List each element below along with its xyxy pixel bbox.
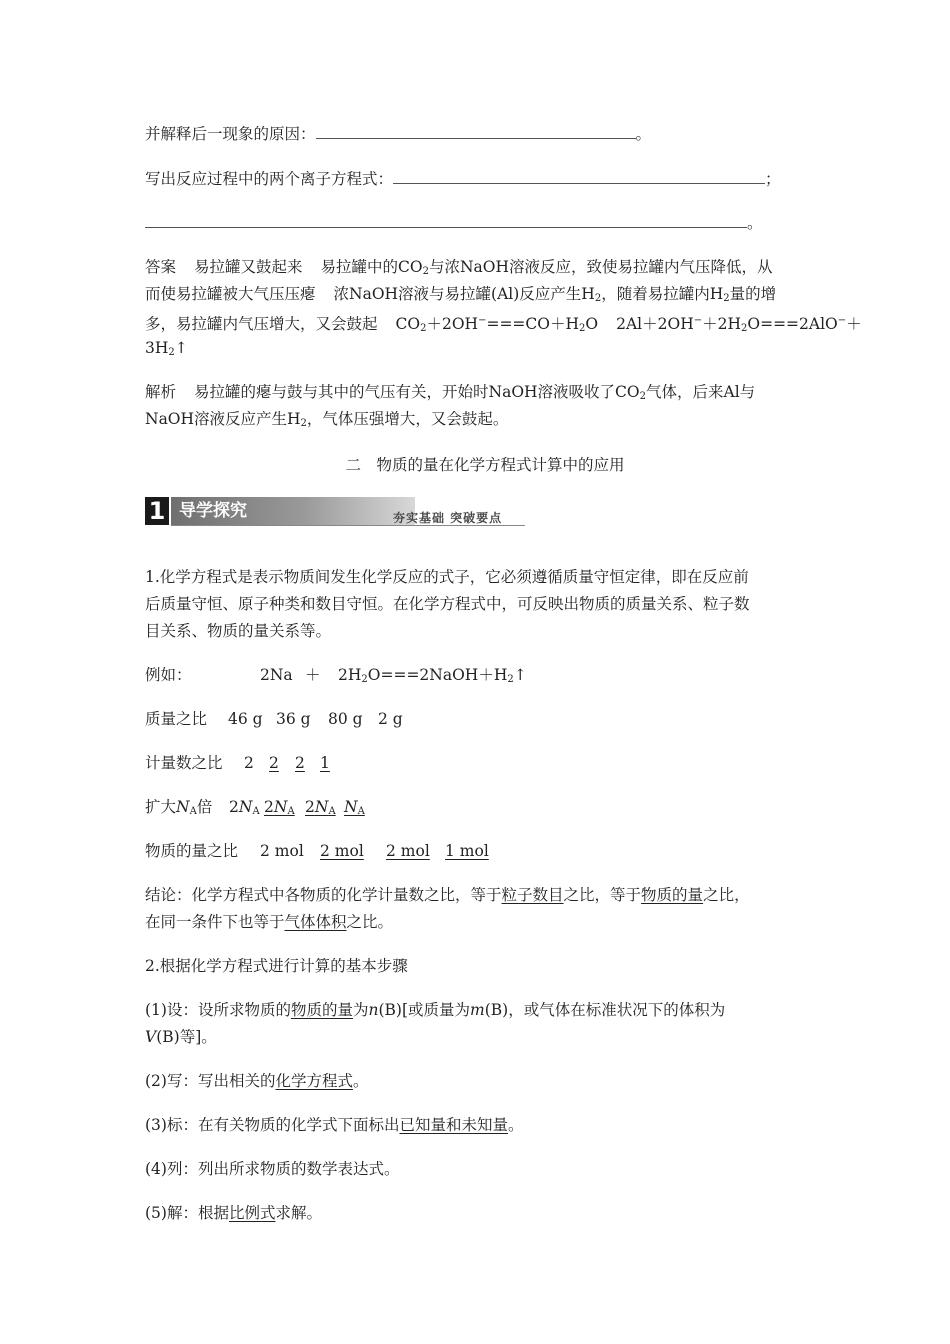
answer-line-1: 答案 易拉罐又鼓起来 易拉罐中的$CO_2$与浓NaOH溶液反应，致使易拉罐内气压降低，从 [145, 258, 773, 277]
section-title: 二 物质的量在化学方程式计算中的应用 [345, 456, 625, 474]
step-1-line-2: V(B)等]。 [145, 1028, 217, 1046]
step-5: (5)解：根据比例式求解。 [145, 1204, 322, 1222]
p1-line-1: 1.化学方程式是表示物质间发生化学反应的式子，它必须遵循质量守恒定律，即在反应前 [145, 568, 749, 586]
p1-line-3: 目关系、物质的量关系等。 [145, 622, 332, 640]
section-banner [145, 497, 525, 531]
analysis-line-2: NaOH溶液反应产生$H_2$，气体压强增大，又会鼓起。 [145, 410, 509, 429]
answer-blank[interactable] [316, 122, 636, 139]
banner-subtitle: 夯实基础 突破要点 [393, 511, 503, 525]
mass-ratio-row: 质量之比 46 g 36 g 80 g 2 g [145, 710, 403, 728]
question-explain-line: 并解释后一现象的原因： 。 [145, 122, 651, 145]
conclusion-line-2: 在同一条件下也等于气体体积之比。 [145, 913, 394, 931]
banner-title: 导学探究 [171, 497, 415, 525]
mole-ratio-row: 物质的量之比 2 mol 2 mol 2 mol 1 mol [145, 842, 489, 860]
analysis-line-1: 解析 易拉罐的瘪与鼓与其中的气压有关，开始时NaOH溶液吸收了$CO_2$气体，后来Al与 [145, 383, 756, 402]
answer-blank[interactable] [393, 167, 765, 184]
step-3: (3)标：在有关物质的化学式下面标出已知量和未知量。 [145, 1116, 524, 1134]
coefficient-ratio-row: 计量数之比 2 2 2 1 [145, 754, 330, 772]
answer-line-4: $3H_2↑$ [145, 339, 188, 358]
step-4: (4)列：列出所求物质的数学表达式。 [145, 1160, 400, 1178]
question-equations-line: 写出反应过程中的两个离子方程式： ； [145, 167, 781, 190]
step-1-line-1: (1)设：设所求物质的物质的量为n(B)[或质量为m(B)，或气体在标准状况下的体积为 [145, 1001, 726, 1019]
answer-line-3: 多，易拉罐内气压增大，又会鼓起 $CO_2+2OH^-===CO+H_2O$ $2Al+2OH^-+2H_2O===2AlO^-+$ [145, 315, 862, 334]
p1-line-2: 后质量守恒、原子种类和数目守恒。在化学方程式中，可反映出物质的质量关系、粒子数 [145, 595, 750, 613]
banner-number: 1 [145, 497, 169, 525]
avogadro-row: 扩大$N_A$倍 $2N_A$ $2N_A$ $2N_A$ $N_A$ [145, 798, 365, 817]
example-line: 例如： 2Na ＋ $2H_2O===2NaOH+H_2↑$ [145, 666, 527, 685]
step-2: (2)写：写出相关的化学方程式。 [145, 1072, 369, 1090]
question-equations-line-2: 。 [145, 211, 763, 234]
answer-blank[interactable] [145, 211, 747, 228]
answer-line-2: 而使易拉罐被大气压压瘪 浓NaOH溶液与易拉罐(Al)反应产生$H_2$，随着易拉罐内$H_2$量的增 [145, 285, 777, 304]
conclusion-line-1: 结论：化学方程式中各物质的化学计量数之比，等于粒子数目之比，等于物质的量之比， [145, 886, 750, 904]
p2-title: 2.根据化学方程式进行计算的基本步骤 [145, 957, 408, 975]
